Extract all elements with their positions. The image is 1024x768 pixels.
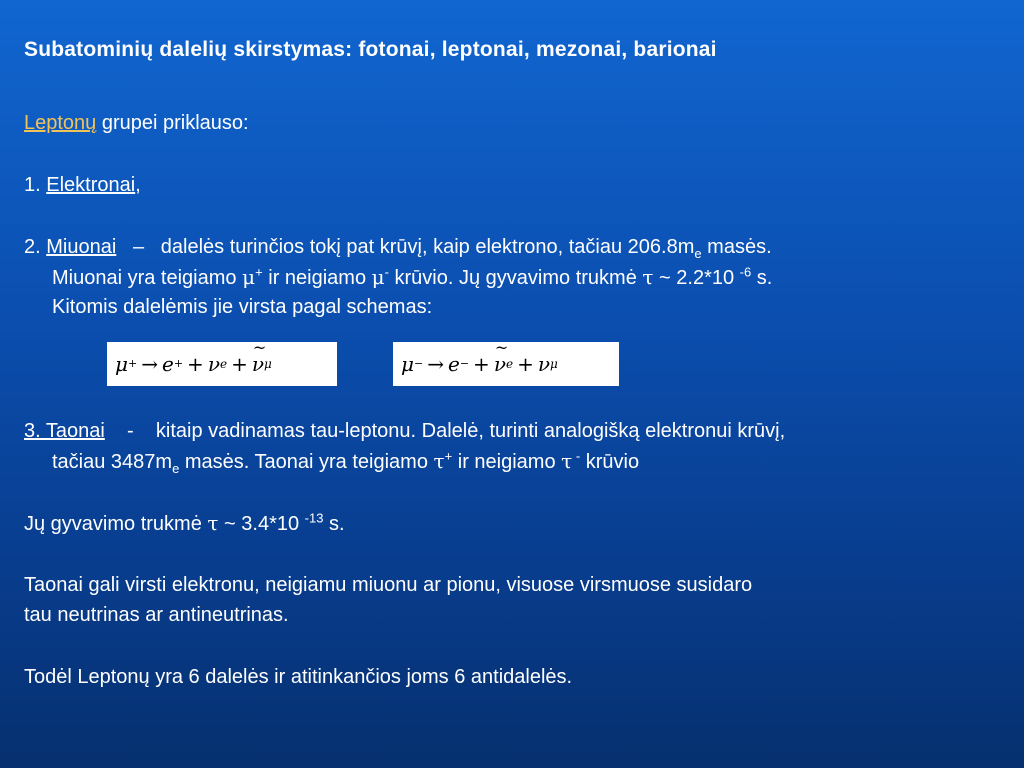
taons-charge-text2: ir neigiamo	[452, 451, 562, 473]
taons-mass: tačiau 3487m	[52, 451, 173, 473]
item-taons-line2	[52, 446, 639, 477]
decay-line2: tau neutrinas ar antineutrinas.	[24, 604, 289, 626]
item2-number: 2.	[24, 236, 47, 258]
item-muons-line2	[52, 262, 772, 293]
muons-desc: – dalelės turinčios tokį pat krūvį, kaip elektrono, tačiau 206.8m	[116, 236, 695, 258]
lifetime-unit: s.	[323, 513, 345, 535]
plus-sup: +	[255, 264, 263, 280]
slide-title: Subatominių dalelių skirstymas: fotonai, leptonai, mezonai, barionai	[24, 38, 717, 61]
lifetime-text: Jų gyvavimo trukmė	[24, 513, 208, 535]
tau-symbol: τ	[207, 511, 219, 535]
decay-line1: Taonai gali virsti elektronu, neigiamu miuonu ar pionu, visuose virsmuose susidaro	[24, 574, 753, 596]
muons-charge-text2: ir neigiamo	[262, 267, 372, 289]
minus-sup: -	[384, 264, 389, 280]
lifetime-exponent: -6	[739, 264, 752, 280]
eq2-mu: μ	[401, 352, 414, 376]
taons-lifetime	[24, 508, 345, 539]
eq2-antinu: ~ ν	[494, 352, 506, 376]
mu-symbol: μ	[242, 265, 256, 289]
eq1-arrow: →	[141, 352, 158, 376]
lifetime-value: ~ 2.2*10	[653, 267, 740, 289]
electrons-link[interactable]: Elektronai	[46, 174, 136, 196]
item-muons-line3: Kitomis dalelėmis jie virsta pagal schemas:	[52, 296, 433, 318]
eq2-e: e	[447, 352, 460, 376]
eq1-antinu: ~ ν	[252, 352, 264, 376]
mu-symbol: μ	[371, 265, 385, 289]
item-electrons	[24, 170, 141, 200]
eq2-nu: ν	[537, 352, 551, 376]
item-muons-line1	[24, 232, 772, 262]
conclusion: Todėl Leptonų yra 6 dalelės ir atitinkančios joms 6 antidalelės.	[24, 666, 573, 688]
leptons-link[interactable]: Leptonų	[24, 112, 97, 134]
eq1-plus: +	[231, 352, 248, 376]
tau-symbol: τ	[642, 265, 654, 289]
muons-desc-end: masės.	[701, 236, 772, 258]
item-taons-line1	[24, 416, 785, 446]
intro-line	[24, 108, 249, 138]
muons-charge-text: Miuonai yra teigiamo	[52, 267, 243, 289]
taons-mass-sub: e	[172, 461, 180, 476]
item1-number: 1.	[24, 174, 47, 196]
equation-mu-plus: μ + → e + + ν e + ~ ν μ	[107, 342, 337, 386]
muons-lifetime-text: krūvio. Jų gyvavimo trukmė	[388, 267, 643, 289]
lifetime-value: ~ 3.4*10	[218, 513, 305, 535]
eq2-plus: +	[473, 352, 490, 376]
eq1-e: e	[161, 352, 174, 376]
eq2-plus: +	[517, 352, 534, 376]
mass-subscript: e	[694, 246, 702, 261]
lifetime-exponent: -13	[304, 510, 324, 526]
eq1-nu: ν	[207, 352, 220, 376]
tau-symbol: τ	[561, 449, 573, 473]
tau-symbol: τ	[433, 449, 445, 473]
taons-charge-end: krūvio	[580, 451, 640, 473]
minus-sup: -	[572, 448, 581, 464]
equation-mu-minus: μ − → e − + ~ ν e + ν μ	[393, 342, 619, 386]
plus-sup: +	[444, 448, 453, 464]
eq2-arrow: →	[427, 352, 444, 376]
eq1-plus: +	[187, 352, 204, 376]
eq1-mu: μ	[115, 352, 128, 376]
lifetime-unit: s.	[751, 267, 773, 289]
taons-charge-text: masės. Taonai yra teigiamo	[179, 451, 434, 473]
item1-tail: ,	[135, 174, 141, 196]
taons-desc: - kitaip vadinamas tau-leptonu. Dalelė, turinti analogišką elektronui krūvį,	[104, 420, 786, 442]
intro-text: grupei priklauso:	[96, 112, 249, 134]
taons-link[interactable]: 3. Taonai	[24, 420, 105, 442]
muons-link[interactable]: Miuonai	[46, 236, 117, 258]
